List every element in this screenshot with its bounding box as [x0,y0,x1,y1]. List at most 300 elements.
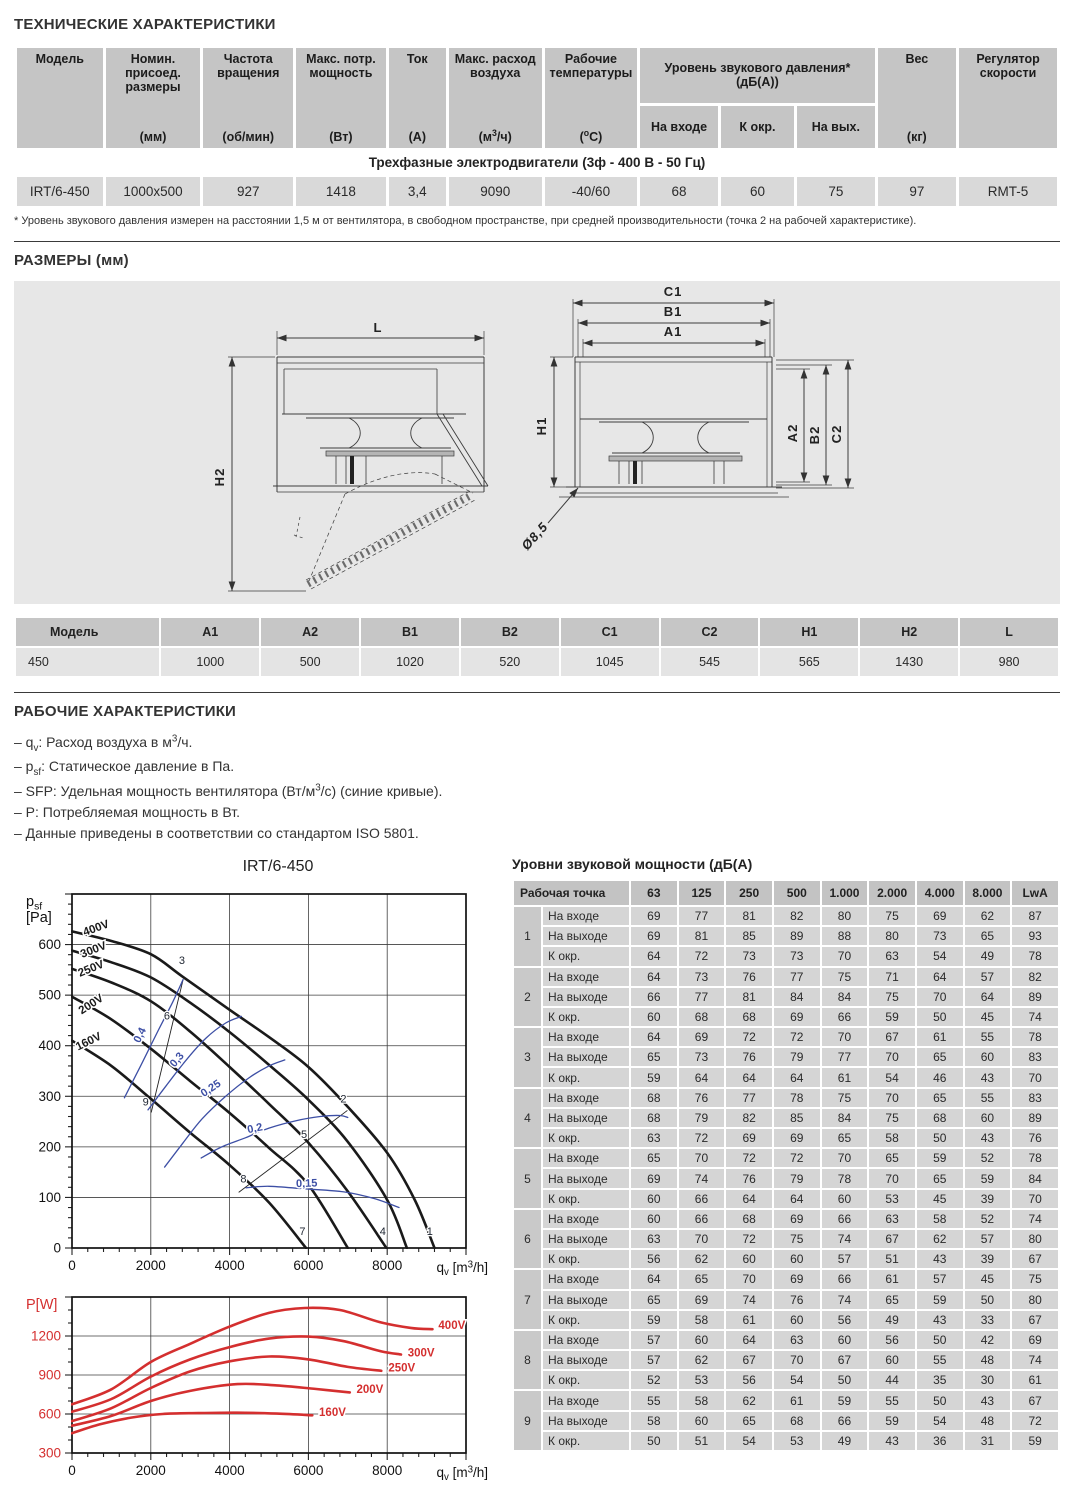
sound-value-cell: 73 [726,947,772,965]
sound-row-label: На входе [543,1270,629,1288]
sound-value-cell: 72 [679,947,725,965]
sound-value-cell: 72 [726,1028,772,1046]
sound-value-cell: 67 [726,1351,772,1369]
sound-value-cell: 72 [679,1129,725,1147]
sound-value-cell: 62 [917,1230,963,1248]
spec-header-cell: Рабочие температуры ($^о$С) [545,48,638,148]
sound-row-label: К окр. [543,1190,629,1208]
sound-value-cell: 57 [822,1250,868,1268]
dims-header-cell: C1 [561,618,659,646]
section-title-dimensions: РАЗМЕРЫ (мм) [14,252,129,269]
sound-data-row [514,947,1058,965]
sound-value-cell: 76 [774,1291,820,1309]
sound-value-cell: 84 [822,988,868,1006]
drawing-front-view [548,299,854,523]
dims-header-cell: H2 [860,618,958,646]
sound-row-label: К окр. [543,1311,629,1329]
sound-value-cell: 43 [917,1250,963,1268]
sound-value-cell: 68 [631,1089,677,1107]
sound-value-cell: 84 [1012,1169,1058,1187]
sound-value-cell: 51 [869,1250,915,1268]
sound-value-cell: 77 [822,1048,868,1066]
sound-row-label: На выходе [543,1230,629,1248]
sound-value-cell: 64 [631,1270,677,1288]
svg-text:0,2: 0,2 [246,1121,264,1137]
pressure-chart-title: IRT/6-450 [242,857,314,875]
sound-data-row [514,927,1058,945]
sound-value-cell: 43 [965,1068,1011,1086]
sound-value-cell: 65 [869,1149,915,1167]
sound-value-cell: 63 [774,1331,820,1349]
svg-text:6000: 6000 [293,1462,324,1478]
spec-header-cell: Частота вращения (об/мин) [203,48,293,148]
svg-text:3: 3 [178,954,185,967]
sound-row-label: На входе [543,1028,629,1046]
sound-value-cell: 65 [822,1129,868,1147]
sound-value-cell: 45 [965,1270,1011,1288]
sound-value-cell: 58 [869,1129,915,1147]
spec-data-cell: 68 [640,177,717,206]
note-line: – Данные приведены в соответствии со стандартом ISO 5801. [14,824,419,841]
sound-value-cell: 76 [726,968,772,986]
sound-table-body [514,907,1058,1450]
sound-header-freq: 63 [631,881,677,905]
sound-value-cell: 61 [869,1270,915,1288]
sound-value-cell: 43 [869,1432,915,1450]
sound-value-cell: 57 [965,1230,1011,1248]
sound-value-cell: 57 [917,1270,963,1288]
svg-text:250V: 250V [76,958,106,980]
sound-value-cell: 60 [631,1190,677,1208]
svg-text:100: 100 [38,1189,61,1205]
sound-header-freq: 125 [679,881,725,905]
section-title-technical: ТЕХНИЧЕСКИЕ ХАРАКТЕРИСТИКИ [14,16,276,33]
sound-value-cell: 45 [965,1008,1011,1026]
sound-value-cell: 70 [774,1351,820,1369]
sound-value-cell: 68 [726,1008,772,1026]
sound-value-cell: 84 [822,1109,868,1127]
sound-value-cell: 52 [631,1371,677,1389]
spec-header-cell: Ток (А) [389,48,446,148]
sound-point-number: 2 [514,968,541,1027]
sound-value-cell: 64 [726,1190,772,1208]
spec-data-cell: RMT-5 [959,177,1057,206]
sound-value-cell: 68 [679,1008,725,1026]
sound-value-cell: 60 [679,1412,725,1430]
sound-value-cell: 89 [1012,988,1058,1006]
sound-value-cell: 56 [726,1371,772,1389]
sound-value-cell: 74 [1012,1008,1058,1026]
sound-value-cell: 77 [726,1089,772,1107]
dims-data-cell: 1000 [161,648,259,676]
sound-value-cell: 59 [869,1412,915,1430]
svg-text:8: 8 [240,1173,247,1186]
sound-value-cell: 78 [822,1169,868,1187]
sound-value-cell: 72 [726,1149,772,1167]
sound-value-cell: 59 [917,1149,963,1167]
dims-data-cell: 1430 [860,648,958,676]
sound-value-cell: 50 [917,1391,963,1409]
sound-value-cell: 61 [822,1068,868,1086]
sound-value-cell: 52 [965,1149,1011,1167]
sound-value-cell: 53 [774,1432,820,1450]
sound-value-cell: 72 [1012,1412,1058,1430]
spec-table-body [17,151,1057,206]
dims-data-cell: 565 [760,648,858,676]
sound-point-number: 3 [514,1028,541,1087]
sound-value-cell: 58 [679,1391,725,1409]
sound-table-head [514,881,1058,905]
sound-value-cell: 65 [917,1048,963,1066]
sound-value-cell: 61 [917,1028,963,1046]
spec-data-cell: IRT/6-450 [17,177,103,206]
sound-value-cell: 43 [965,1129,1011,1147]
sound-value-cell: 69 [1012,1331,1058,1349]
sound-data-row [514,1169,1058,1187]
spec-table-head [17,48,1057,148]
sound-value-cell: 54 [869,1068,915,1086]
sound-value-cell: 64 [774,1190,820,1208]
svg-text:1: 1 [426,1225,433,1238]
sound-value-cell: 65 [726,1412,772,1430]
dimensions-panel [14,281,1060,604]
sound-value-cell: 74 [822,1291,868,1309]
sound-value-cell: 76 [726,1169,772,1187]
sound-value-cell: 78 [1012,1028,1058,1046]
sound-data-row [514,1048,1058,1066]
sound-value-cell: 66 [822,1210,868,1228]
svg-text:600: 600 [38,937,61,953]
svg-text:9: 9 [142,1096,149,1109]
dims-header-cell: A1 [161,618,259,646]
sound-value-cell: 74 [726,1291,772,1309]
sound-value-cell: 69 [631,927,677,945]
svg-text:2000: 2000 [135,1462,166,1478]
spec-subheader-cell: На вых. [797,106,874,148]
sound-value-cell: 72 [774,1028,820,1046]
svg-text:0: 0 [53,1240,61,1256]
sound-value-cell: 60 [774,1250,820,1268]
sound-point-number: 1 [514,907,541,966]
sound-value-cell: 62 [679,1351,725,1369]
sound-value-cell: 66 [822,1008,868,1026]
sound-value-cell: 60 [869,1351,915,1369]
sound-row-label: К окр. [543,1068,629,1086]
sound-row-label: На выходе [543,988,629,1006]
sound-row-label: На входе [543,1089,629,1107]
svg-text:psf: $p_{sf}$ [26,893,43,913]
notes-list [14,732,1060,844]
sound-row-label: На входе [543,1210,629,1228]
sound-header-freq: 1.000 [822,881,868,905]
sound-value-cell: 65 [965,927,1011,945]
spec-data-row [17,177,1057,206]
sound-value-cell: 63 [869,1210,915,1228]
sound-data-row [514,1210,1058,1228]
dims-header-cell: L [960,618,1058,646]
dims-data-cell: 545 [661,648,759,676]
sound-value-cell: 76 [726,1048,772,1066]
sound-value-cell: 73 [774,947,820,965]
sound-value-cell: 60 [774,1311,820,1329]
sound-data-row [514,1371,1058,1389]
sound-value-cell: 64 [726,1331,772,1349]
dims-header-cell: B1 [361,618,459,646]
sound-value-cell: 81 [679,927,725,945]
sound-value-cell: 52 [965,1210,1011,1228]
sound-value-cell: 54 [774,1371,820,1389]
sound-value-cell: 78 [1012,1149,1058,1167]
sound-value-cell: 87 [1012,907,1058,925]
sound-value-cell: 65 [631,1048,677,1066]
svg-text:500: 500 [38,987,61,1003]
sound-value-cell: 43 [917,1311,963,1329]
sound-value-cell: 61 [726,1311,772,1329]
sound-point-number: 8 [514,1331,541,1390]
sound-data-row [514,1190,1058,1208]
sound-value-cell: 79 [774,1169,820,1187]
sound-value-cell: 70 [822,1149,868,1167]
note-line: – $p_{sf}$: Статическое давление в Па. [14,758,235,779]
sound-value-cell: 63 [631,1230,677,1248]
sound-value-cell: 66 [631,988,677,1006]
sound-value-cell: 77 [679,988,725,1006]
sound-value-cell: 68 [774,1412,820,1430]
sound-row-label: На выходе [543,927,629,945]
sound-value-cell: 69 [631,1169,677,1187]
svg-text:400V: 400V [81,918,111,939]
sound-value-cell: 58 [679,1311,725,1329]
sound-value-cell: 59 [965,1169,1011,1187]
spec-table [14,45,1060,209]
sound-value-cell: 75 [822,1089,868,1107]
sound-value-cell: 57 [631,1331,677,1349]
sound-value-cell: 73 [917,927,963,945]
sound-row-label: На выходе [543,1291,629,1309]
svg-text:600: 600 [38,1406,61,1422]
sound-value-cell: 57 [631,1351,677,1369]
dim-label-b2: B2 [807,425,822,445]
svg-text:4000: 4000 [214,1257,245,1273]
sound-value-cell: 69 [774,1129,820,1147]
svg-text:400V: 400V [438,1320,466,1333]
sound-value-cell: 56 [869,1331,915,1349]
sound-value-cell: 69 [774,1210,820,1228]
sound-value-cell: 85 [774,1109,820,1127]
sound-data-row [514,1149,1058,1167]
sound-value-cell: 80 [869,927,915,945]
dims-header-cell: Модель [16,618,159,646]
svg-text:7: 7 [299,1225,306,1238]
spec-header-cell: Номин. присоед. размеры (мм) [106,48,201,148]
sound-data-row [514,1129,1058,1147]
sound-row-label: На выходе [543,1048,629,1066]
sound-value-cell: 74 [1012,1210,1058,1228]
svg-text:P[W]: P[W] [26,1296,58,1313]
sound-value-cell: 67 [1012,1391,1058,1409]
charts-column [14,854,496,1492]
sound-value-cell: 78 [1012,947,1058,965]
sound-value-cell: 72 [726,1230,772,1248]
sound-value-cell: 64 [631,1028,677,1046]
sound-value-cell: 69 [917,907,963,925]
sound-value-cell: 46 [917,1068,963,1086]
sound-row-label: На выходе [543,1169,629,1187]
sound-value-cell: 61 [1012,1371,1058,1389]
sound-value-cell: 50 [917,1008,963,1026]
sound-value-cell: 65 [869,1291,915,1309]
sound-value-cell: 68 [726,1210,772,1228]
sound-value-cell: 65 [679,1270,725,1288]
sound-header-freq: LwA [1012,881,1058,905]
spec-motor-row: Трехфазные электродвигатели (3ф - 400 В - 50 Гц) [17,151,1057,174]
sound-row-label: На выходе [543,1109,629,1127]
sound-value-cell: 64 [631,968,677,986]
sound-value-cell: 60 [822,1190,868,1208]
dimensions-table [14,616,1060,678]
svg-text:8000: 8000 [372,1462,403,1478]
sound-value-cell: 72 [774,1149,820,1167]
sound-value-cell: 61 [774,1391,820,1409]
sound-value-cell: 31 [965,1432,1011,1450]
dim-label-l: L [373,320,383,335]
dim-label-h1: H1 [534,416,549,436]
sound-value-cell: 80 [822,907,868,925]
svg-text:300V: 300V [78,939,109,961]
dim-label-c1: C1 [663,284,683,299]
sound-value-cell: 53 [869,1190,915,1208]
sound-value-cell: 55 [917,1351,963,1369]
svg-text:4: 4 [379,1225,386,1238]
sound-data-row [514,988,1058,1006]
svg-text:200: 200 [38,1139,61,1155]
sound-value-cell: 60 [965,1048,1011,1066]
sound-value-cell: 82 [774,907,820,925]
sound-value-cell: 75 [869,988,915,1006]
sound-value-cell: 60 [726,1250,772,1268]
dim-label-a1: A1 [663,324,683,339]
dims-header-cell: A2 [261,618,359,646]
sound-data-row [514,1291,1058,1309]
sound-value-cell: 88 [822,927,868,945]
spec-subheader-cell: На входе [640,106,717,148]
spec-header-sound-group: Уровень звукового давления* (дБ(А)) [640,48,874,103]
note-line: – $q_v$: Расход воздуха в $м^3/ч$. [14,733,193,754]
spec-subheader-cell: К окр. [721,106,794,148]
sound-value-cell: 54 [726,1432,772,1450]
sound-value-cell: 70 [1012,1068,1058,1086]
sound-value-cell: 69 [679,1028,725,1046]
sound-point-number: 6 [514,1210,541,1269]
sound-value-cell: 60 [631,1008,677,1026]
svg-text:6000: 6000 [293,1257,324,1273]
sound-point-number: 4 [514,1089,541,1148]
sound-value-cell: 75 [774,1230,820,1248]
sound-value-cell: 48 [965,1351,1011,1369]
sound-value-cell: 89 [1012,1109,1058,1127]
sound-data-row [514,1230,1058,1248]
sound-value-cell: 45 [917,1190,963,1208]
sound-value-cell: 70 [917,988,963,1006]
sound-row-label: К окр. [543,1129,629,1147]
sound-point-number: 9 [514,1391,541,1450]
spec-header-cell: Вес (кг) [878,48,956,148]
spec-footnote: * Уровень звукового давления измерен на расстоянии 1,5 м от вентилятора, в свободном пространстве, при средней производительности (точка 2 на рабочей характеристике). [14,215,917,227]
sound-value-cell: 62 [679,1250,725,1268]
sound-value-cell: 81 [726,907,772,925]
sound-value-cell: 70 [869,1169,915,1187]
svg-text:0: 0 [68,1257,76,1273]
sound-value-cell: 50 [822,1371,868,1389]
sound-data-row [514,1250,1058,1268]
sound-value-cell: 63 [869,947,915,965]
sound-value-cell: 74 [679,1169,725,1187]
sound-value-cell: 64 [631,947,677,965]
sound-row-label: К окр. [543,947,629,965]
sound-value-cell: 60 [822,1331,868,1349]
sound-value-cell: 49 [869,1311,915,1329]
sound-value-cell: 66 [822,1270,868,1288]
sound-value-cell: 62 [965,907,1011,925]
sound-value-cell: 35 [917,1371,963,1389]
sound-value-cell: 50 [965,1291,1011,1309]
dim-label-h2: H2 [212,467,227,487]
dims-header-cell: H1 [760,618,858,646]
sound-data-row [514,968,1058,986]
dims-data-cell: 1020 [361,648,459,676]
sound-value-cell: 78 [774,1089,820,1107]
sound-value-cell: 70 [679,1149,725,1167]
sound-value-cell: 64 [774,1068,820,1086]
sound-value-cell: 65 [631,1149,677,1167]
sound-value-cell: 39 [965,1250,1011,1268]
sound-value-cell: 69 [774,1008,820,1026]
sound-header-freq: 4.000 [917,881,963,905]
lower-columns [14,854,1060,1492]
sound-value-cell: 93 [1012,927,1058,945]
sound-value-cell: 56 [631,1250,677,1268]
sound-value-cell: 79 [679,1109,725,1127]
sound-value-cell: 70 [726,1270,772,1288]
sound-value-cell: 64 [917,968,963,986]
sound-header-freq: 500 [774,881,820,905]
sound-row-label: На выходе [543,1412,629,1430]
sound-value-cell: 68 [917,1109,963,1127]
sound-value-cell: 70 [869,1048,915,1066]
sound-value-cell: 59 [631,1068,677,1086]
sound-data-row [514,1391,1058,1409]
svg-text:2000: 2000 [135,1257,166,1273]
sound-value-cell: 81 [726,988,772,1006]
divider [14,692,1060,693]
svg-text:2: 2 [340,1093,347,1106]
sound-value-cell: 70 [822,947,868,965]
sound-value-cell: 59 [822,1391,868,1409]
dimensions-table-head [16,618,1058,646]
sound-power-table [512,879,1060,1452]
sound-data-row [514,1008,1058,1026]
sound-value-cell: 39 [965,1190,1011,1208]
sound-value-cell: 73 [679,1048,725,1066]
sound-value-cell: 67 [1012,1250,1058,1268]
svg-text:4000: 4000 [214,1462,245,1478]
sound-value-cell: 68 [631,1109,677,1127]
sound-column [512,854,1060,1452]
note-line: – P: Потребляемая мощность в Вт. [14,803,240,820]
sound-value-cell: 59 [917,1291,963,1309]
sound-row-label: На входе [543,1331,629,1349]
sound-value-cell: 65 [917,1169,963,1187]
